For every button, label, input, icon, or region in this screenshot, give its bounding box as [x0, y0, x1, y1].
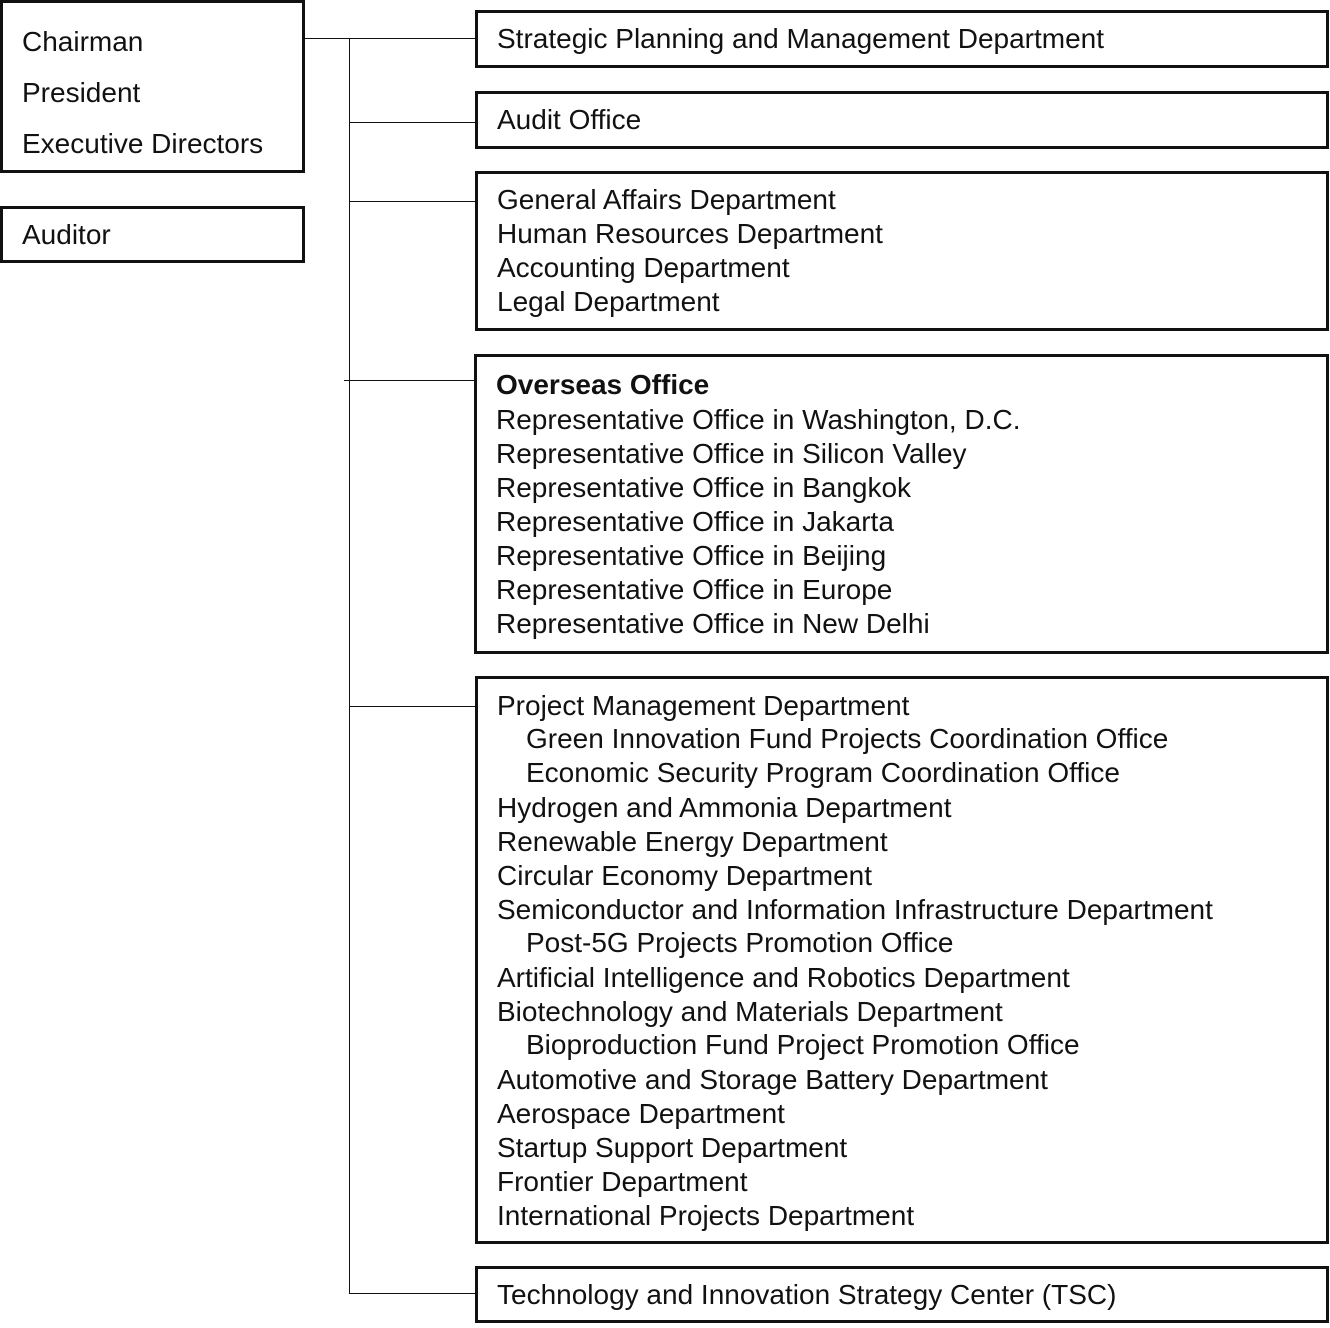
project-dept-item: Renewable Energy Department [497, 826, 888, 857]
auditor-box [0, 206, 305, 263]
rep-office-item: Representative Office in Jakarta [496, 506, 894, 537]
tsc-box [475, 1266, 1329, 1323]
audit-office-label: Audit Office [497, 104, 642, 135]
project-sub-office-item: Green Innovation Fund Projects Coordination Office [526, 723, 1169, 754]
project-dept-item: Frontier Department [497, 1166, 748, 1197]
connector-trunk-vertical [349, 38, 350, 1294]
project-dept-item: International Projects Department [497, 1200, 915, 1231]
audit-office-box [475, 91, 1329, 149]
rep-office-item: Representative Office in Beijing [496, 540, 887, 571]
rep-office-item: Representative Office in New Delhi [496, 608, 930, 639]
exec-president: President [22, 77, 141, 108]
connector-branch-projects [349, 706, 477, 707]
project-dept-item: Biotechnology and Materials Department [497, 996, 1003, 1027]
project-dept-item: Circular Economy Department [497, 860, 873, 891]
connector-branch-admin [349, 201, 477, 202]
dept-legal: Legal Department [497, 286, 720, 317]
project-sub-office-item: Post-5G Projects Promotion Office [526, 927, 954, 958]
connector-branch-tsc [349, 1293, 477, 1294]
overseas-office-box [474, 354, 1329, 654]
rep-office-item: Representative Office in Bangkok [496, 472, 912, 503]
project-dept-item: Aerospace Department [497, 1098, 785, 1129]
exec-chairman: Chairman [22, 26, 144, 57]
connector-branch-audit [349, 122, 477, 123]
rep-office-item: Representative Office in Silicon Valley [496, 438, 967, 469]
overseas-office-heading: Overseas Office [496, 369, 710, 400]
project-sub-office-item: Economic Security Program Coordination Office [526, 757, 1120, 788]
exec-directors: Executive Directors [22, 128, 264, 159]
project-dept-item: Artificial Intelligence and Robotics Department [497, 962, 1070, 993]
project-departments-box [475, 676, 1329, 1244]
connector-exec-horizontal [303, 38, 477, 39]
strategic-planning-box [475, 10, 1329, 68]
project-sub-office-item: Bioproduction Fund Project Promotion Office [526, 1029, 1080, 1060]
rep-office-item: Representative Office in Europe [496, 574, 893, 605]
project-dept-item: Startup Support Department [497, 1132, 848, 1163]
connector-branch-overseas [344, 380, 477, 381]
executive-box [0, 0, 305, 173]
dept-human-resources: Human Resources Department [497, 218, 883, 249]
dept-accounting: Accounting Department [497, 252, 790, 283]
admin-departments-box [475, 171, 1329, 331]
project-dept-item: Hydrogen and Ammonia Department [497, 792, 952, 823]
project-dept-item: Automotive and Storage Battery Department [497, 1064, 1048, 1095]
tsc-label: Technology and Innovation Strategy Center (TSC) [497, 1279, 1117, 1310]
rep-office-item: Representative Office in Washington, D.C. [496, 404, 1021, 435]
project-dept-item: Project Management Department [497, 690, 910, 721]
strategic-planning-label: Strategic Planning and Management Department [497, 23, 1105, 54]
auditor-label: Auditor [22, 219, 111, 250]
project-dept-item: Semiconductor and Information Infrastructure Department [497, 894, 1213, 925]
dept-general-affairs: General Affairs Department [497, 184, 836, 215]
